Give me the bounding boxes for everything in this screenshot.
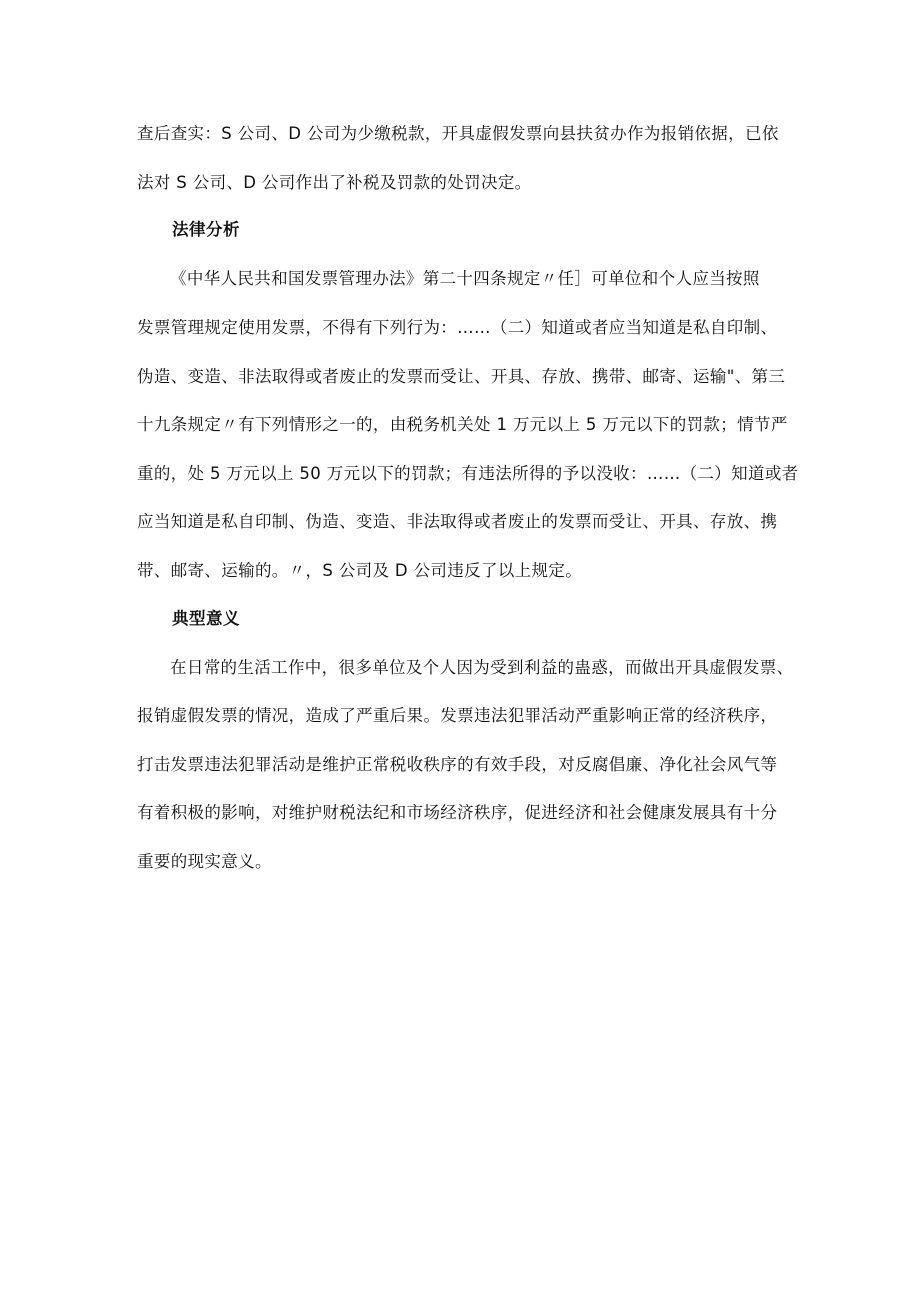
- significance-heading: 典型意义: [172, 609, 240, 628]
- significance-line-5: 重要的现实意义。: [137, 852, 272, 871]
- significance-line-1: 在日常的生活工作中，很多单位及个人因为受到利益的蛊惑，而做出开具虚假发票、: [170, 658, 794, 677]
- intro-line-2: 法对 S 公司、D 公司作出了补税及罚款的处罚决定。: [137, 173, 532, 192]
- legal-analysis-line-5: 重的，处 5 万元以上 50 万元以下的罚款；有违法所得的予以没收：……（二）知道或者: [137, 464, 799, 483]
- legal-analysis-line-1: 《中华人民共和国发票管理办法》第二十四条规定〃任］可单位和个人应当按照: [170, 269, 760, 288]
- legal-analysis-line-4: 十九条规定〃有下列情形之一的，由税务机关处 1 万元以上 5 万元以下的罚款；情节严: [137, 415, 788, 434]
- significance-line-4: 有着积极的影响，对维护财税法纪和市场经济秩序，促进经济和社会健康发展具有十分: [137, 803, 778, 822]
- legal-analysis-line-3: 伪造、变造、非法取得或者废止的发票而受让、开具、存放、携带、邮寄、运输"、第三: [137, 367, 786, 386]
- significance-line-3: 打击发票违法犯罪活动是维护正常税收秩序的有效手段，对反腐倡廉、净化社会风气等: [137, 755, 778, 774]
- significance-line-2: 报销虚假发票的情况，造成了严重后果。发票违法犯罪活动严重影响正常的经济秩序，: [137, 706, 778, 725]
- intro-line-1: 查后查实：S 公司、D 公司为少缴税款，开具虚假发票向县扶贫办作为报销依据，已依: [137, 124, 779, 143]
- legal-analysis-line-7: 带、邮寄、运输的。〃，S 公司及 D 公司违反了以上规定。: [137, 561, 583, 580]
- legal-analysis-line-2: 发票管理规定使用发票，不得有下列行为：……（二）知道或者应当知道是私自印制、: [137, 318, 778, 337]
- legal-analysis-heading: 法律分析: [172, 220, 240, 239]
- legal-analysis-line-6: 应当知道是私自印制、伪造、变造、非法取得或者废止的发票而受让、开具、存放、携: [137, 512, 778, 531]
